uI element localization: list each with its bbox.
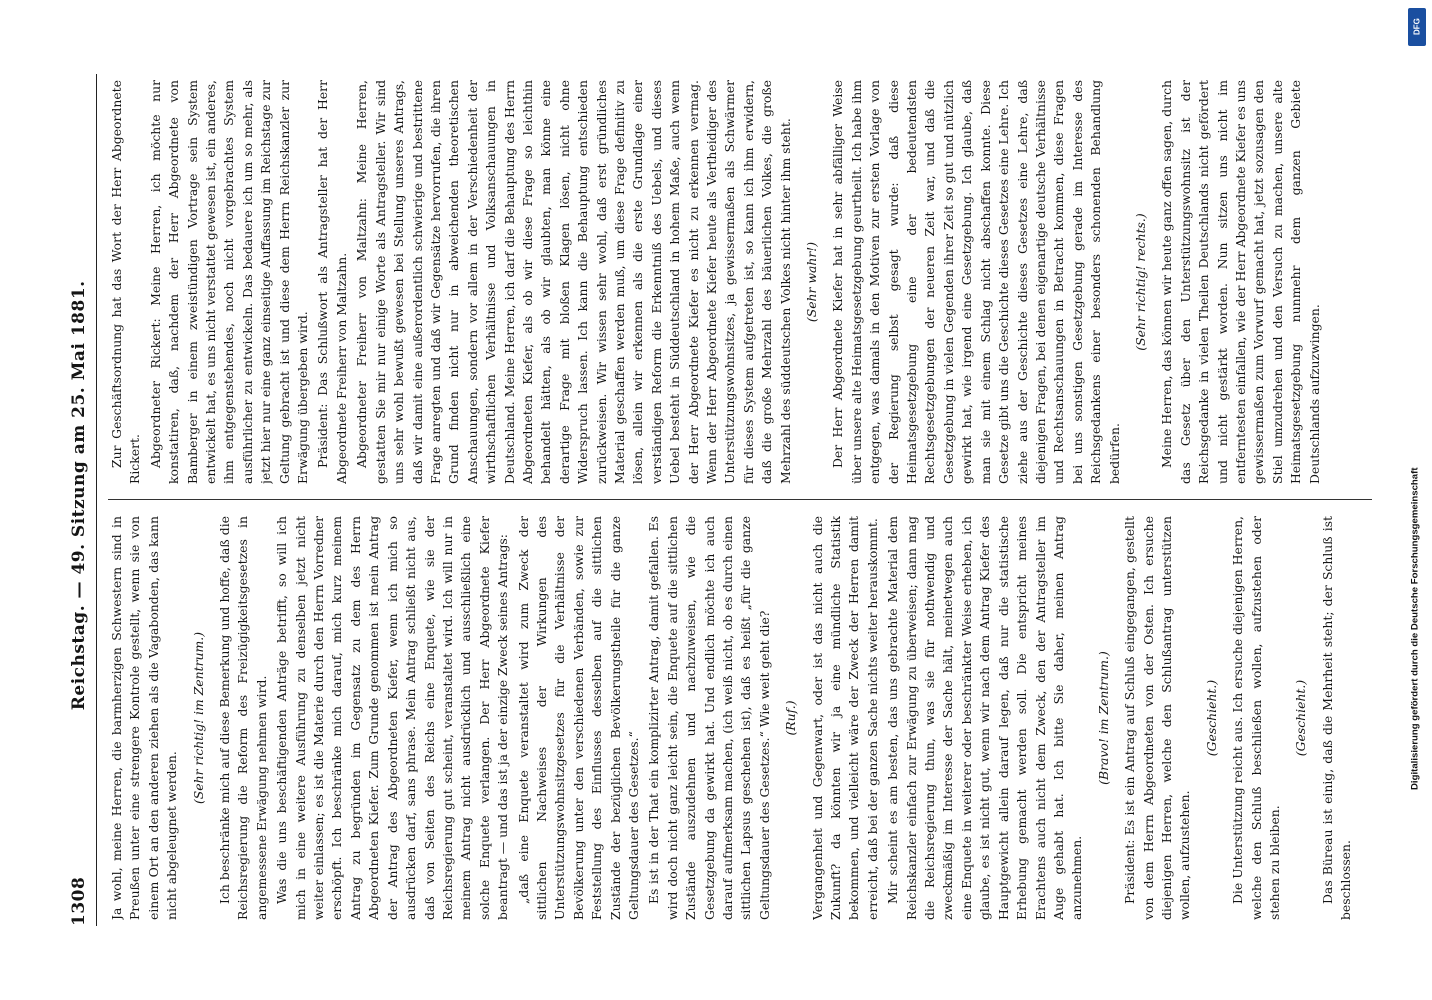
paragraph: Ja wohl, meine Herren, die barmherzigen Schwestern sind in Preußen unter eine strengere Kontrole gestellt, wenn sie von einem Ort an den anderen ziehen als die Vagabonden, das kann nicht abgeleugnet werden. xyxy=(109,516,180,920)
paragraph: Zur Geschäftsordnung hat das Wort der Herr Abgeordnete Rickert. xyxy=(109,80,143,484)
paragraph: Die Unterstützung reicht aus. Ich ersuche diejenigen Herren, welche den Schluß beschließen wollen, aufzustehen oder stehen zu bleiben. xyxy=(1230,516,1282,920)
paragraph: Vergangenheit und Gegenwart, oder ist das nicht auch die Zukunft? da könnten wir ja eine mündliche Statistik bekommen, und vielleicht wäre der Zweck der Herren damit erreicht, daß bei der ganzen Sache nichts weiter herauskommt. xyxy=(809,516,880,920)
interjection: (Ruf.) xyxy=(783,700,799,736)
left-column xyxy=(108,516,1372,920)
paragraph: Der Herr Abgeordnete Kiefer hat in sehr abfälliger Weise über unsere alte Heimatsgesetzgebung geurtheilt. Ich habe ihm entgegen, was damals in den Motiven zur ersten Vorlage von der Regierung selbst gesagt wurde: daß diese Heimatsgesetzgebung eine der bedeutendsten Rechtsgesetzgebungen der neueren Zeit war, und daß die Gesetzgebung in vielen Gegenden ihrer Zeit so gut und nützlich gewirkt hat, wie irgend eine Gesetzgebung. Ich glaube, daß man sie mit einem Schlag nicht abschaffen konnte. Diese Gesetze gibt uns die Geschichte dieses Gesetzes eine Lehre. Ich ziehe aus der Geschichte dieses Gesetzes eine Lehre, daß diejenigen Fragen, bei denen eigenartige deutsche Verhältnisse und Rechtsanschauungen in Betracht kommen, diese Fragen bei uns sonstigen Gesetzgebung gerade im Interesse des Reichsgedankens einer besonders schonenden Behandlung bedürfen. xyxy=(830,80,1122,484)
paragraph: Es ist in der That ein komplizirter Antrag, damit gefallen. Es wird doch nicht ganz leicht sein, die Enquete auf die sittlichen Zustände auszudehnen und nachzuweisen, wie die Gesetzgebung da gewirkt hat. Und endlich möchte ich auch darauf aufmerksam machen, (ich weiß nicht, ob es durch einen sittlichen Lapsus geschehen ist), daß es heißt „für die ganze Geltungsdauer des Gesetzes.“ Wie weit geht die? xyxy=(646,516,772,920)
interjection: (Geschieht.) xyxy=(1203,679,1219,757)
paragraph: Meine Herren, das können wir heute ganz offen sagen, durch das Gesetz über den Unterstützungswohnsitz ist der Reichsgedanke in vielen Theilen Deutschlands nicht gefördert und nicht gestärkt worden. Nun sitzen uns nicht im entferntesten einfallen, wie der Herr Abgeordnete Kiefer es uns gewissermaßen zum Vorwurf gemacht hat, jetzt sozusagen den Stiel umzudrehen und den Versuch zu machen, unsere alte Heimatsgesetzgebung nunmehr dem ganzen Gebiete Deutschlands aufzuzwingen. xyxy=(1159,80,1322,484)
running-header xyxy=(66,74,92,926)
dfg-logo: DFG xyxy=(1408,8,1426,46)
paragraph: Mir scheint es am besten, das uns gebrachte Material dem Reichskanzler einfach zur Erwägung zu überweisen; dann mag die Reichsregierung thun, was sie für nothwendig und zweckmäßig im Interesse der Sache hält, meinetwegen auch eine Enquete in weiterer oder beschränkter Weise erheben, ich glaube, es ist nicht gut, wenn wir nach dem Antrag Kiefer des Hauptgewicht allein darauf legen, daß nur die statistische Erhebung gemacht werden soll. Die entspricht meines Erachtens auch nicht dem Zweck, den der Antragsteller im Auge gehabt hat. Ich bitte Sie daher, meinen Antrag anzunehmen. xyxy=(885,516,1085,920)
paragraph: Ich beschränke mich auf diese Bemerkung und hoffe, daß die Reichsregierung die Reform des Freizügigkeitsgesetzes in angemessene Erwägung nehmen wird. xyxy=(217,516,269,920)
paragraph: Was die uns beschäftigenden Anträge betrifft, so will ich mich in eine weitere Ausführung zu denselben jetzt nicht weiter einlassen; es ist die Materie durch den Herrn Vorredner erschöpft. Ich beschränke mich darauf, mich kurz meinem Antrag zu begründen im Gegensatz zu dem des Herrn Abgeordneten Kiefer. Zum Grunde genommen ist mein Antrag der Antrag des Abgeordneten Kiefer, wenn ich mich so ausdrücken darf, sans phrase. Mein Antrag schließt nicht aus, daß von Seiten des Reichs eine Enquete, wie sie der Reichsregierung gut scheint, veranstaltet wird. Ich will nur in meinem Antrag nicht ausdrücklich und ausschließlich eine solche Enquete verlangen. Der Herr Abgeordnete Kiefer beantragt — und das ist ja der einzige Zweck seines Antrags: xyxy=(274,516,511,920)
speech-maltzahn: Abgeordneter Freiherr von Maltzahn: Meine Herren, gestatten Sie mir nur einige Worte als Antragsteller. Wir sind uns sehr wohl bewußt gewesen bei Stellung unseres Antrags, daß wir damit eine außerordentlich schwierige und bestrittene Frage anregten und daß wir Gegensätze hervorrufen, die ihren Grund finden nicht nur in abweichenden theoretischen Anschauungen, sondern vor allem in der Verschiedenheit der wirthschaftlichen Verhältnisse und Volksanschauungen in Deutschland. Meine Herren, ich darf die Behauptung des Herrn Abgeordneten Kiefer, als ob wir diese Frage so leichthin behandelt hätten, als ob wir glaubten, man könne eine derartige Frage mit bloßen Klagen lösen, nicht ohne Widerspruch lassen. Ich kann die Behauptung entschieden zurückweisen. Wir wissen sehr wohl, daß erst gründliches Material geschaffen werden muß, um diese Frage definitiv zu lösen, allein wir erkennen als die erste Grundlage einer verständigen Reform die Erkenntniß des Uebels, und dieses Uebel besteht in Süddeutschland in hohem Maße, auch wenn der Herr Abgeordnete Kiefer es nicht zu erkennen vermag. Wenn der Herr Abgeordnete Kiefer heute als Vertheidiger des Unterstützungswohnsitzes, ja gewissermaßen als Schwärmer für dieses System aufgetreten ist, so kann ich ihm erwidern, daß die große Mehrzahl des bäuerlichen Volkes, die große Mehrzahl des süddeutschen Volkes nicht hinter ihm steht. xyxy=(354,80,793,484)
page-title: Reichstag. — 49. Sitzung am 25. Mai 1881. xyxy=(69,280,89,711)
paragraph: Das Büreau ist einig, daß die Mehrheit steht; der Schluß ist beschlossen. xyxy=(1319,516,1354,920)
speech-president: Präsident: Es ist ein Antrag auf Schluß eingegangen, gestellt von dem Herrn Abgeordneten von der Osten. Ich ersuche diejenigen Herren, welche den Schlußantrag unterstützen wollen, aufzustehen. xyxy=(1122,516,1193,920)
quote: „daß eine Enquete veranstaltet wird zum Zweck der sittlichen Nachweises der Wirkungen des Unterstützungswohnsitzgesetzes für die Verhältnisse der Bevölkerung unter den verschiedenen Verbänden, sowie zur Feststellung des Einflusses desselben auf die sittlichen Zustände der bezüglichen Bevölkerungstheile für die ganze Geltungsdauer des Gesetzes.“ xyxy=(515,516,641,920)
digitization-note: Digitalisierung gefördert durch die Deutsche Forschungsgemeinschaft xyxy=(1409,467,1421,790)
right-column xyxy=(108,80,1372,484)
column-divider xyxy=(108,499,1372,500)
page-number: 1308 xyxy=(69,876,89,926)
speech-president: Präsident: Das Schlußwort als Antragsteller hat der Herr Abgeordnete Freiherr von Maltzahn. xyxy=(315,80,349,484)
header-rule xyxy=(96,74,97,926)
interjection: (Bravo! im Zentrum.) xyxy=(1095,651,1111,785)
interjection: (Geschieht.) xyxy=(1293,679,1309,757)
interjection: (Sehr richtig! rechts.) xyxy=(1132,213,1148,351)
speech-rickert: Abgeordneter Rickert: Meine Herren, ich möchte nur konstatiren, daß, nachdem der Herr Abgeordnete von Bamberger in einem zweistündigen Vortrage sein System entwickelt hat, es uns nicht verstattet gewesen ist, ein anderes, ihm entgegenstehendes, noch nicht vorgebrachtes System ausführlicher zu entwickeln. Das bedauere ich um so mehr, als jetzt hier nur eine ganz einseitige Auffassung im Reichstage zur Geltung gebracht ist und diese dem Herrn Reichskanzler zur Erwägung übergeben wird. xyxy=(147,80,311,484)
interjection: (Sehr wahr!) xyxy=(804,241,820,323)
document-page xyxy=(36,40,1396,960)
interjection: (Sehr richtig! im Zentrum.) xyxy=(190,631,206,805)
